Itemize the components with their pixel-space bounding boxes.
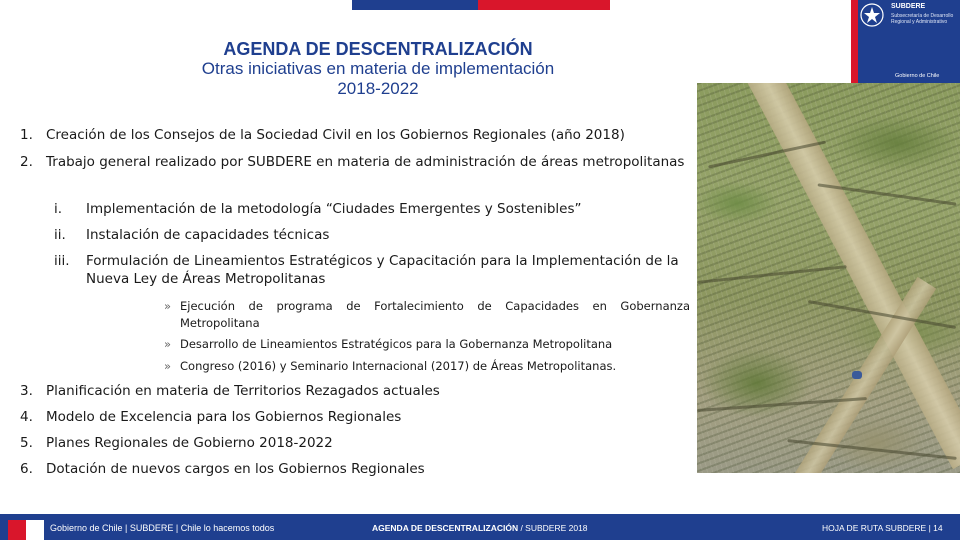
list-item-text: Planificación en materia de Territorios Rezagados actuales: [46, 383, 440, 399]
footer-left-text: Gobierno de Chile | SUBDERE | Chile lo hacemos todos: [50, 523, 275, 533]
bullet-marker: »: [164, 359, 172, 373]
bullet-marker: »: [164, 299, 172, 313]
logo-subtitle: Subsecretaría de Desarrollo Regional y Administrativo: [891, 13, 954, 25]
landscape-photo: [697, 83, 960, 473]
bullet-text: Ejecución de programa de Fortalecimiento de Capacidades en Gobernanza Metropolitana: [180, 299, 690, 330]
logo-name: SUBDERE: [891, 3, 926, 10]
bullet-marker: »: [164, 337, 172, 351]
list-item-text: Modelo de Excelencia para los Gobiernos Regionales: [46, 409, 402, 425]
logo-gobierno: Gobierno de Chile: [895, 73, 940, 79]
slide-title-block: [100, 39, 656, 99]
bullet-text: Congreso (2016) y Seminario Internacional (2017) de Áreas Metropolitanas.: [180, 359, 617, 373]
logo-red-stripe: [851, 0, 858, 83]
list-item-text: Trabajo general realizado por SUBDERE en materia de administración de áreas metropolitanas: [46, 154, 685, 170]
photo-terrace: [697, 265, 846, 284]
footer-separator: |: [926, 523, 934, 533]
list-item-number: 2.: [20, 154, 33, 170]
slide-years: 2018-2022: [337, 79, 419, 98]
footer-mid-rest: / SUBDERE 2018: [518, 523, 588, 533]
top-blue-bar: [352, 0, 478, 10]
list-item-number: 3.: [20, 383, 33, 399]
list-item-text: Planes Regionales de Gobierno 2018-2022: [46, 435, 333, 451]
list-item-text: Dotación de nuevos cargos en los Gobiernos Regionales: [46, 461, 425, 477]
sub-item-number: i.: [54, 201, 63, 217]
list-item-number: 1.: [20, 127, 33, 143]
footer-flag-white: [26, 520, 44, 540]
sub-item-number: ii.: [54, 227, 66, 243]
list-item-number: 6.: [20, 461, 33, 477]
footer-flag-red: [8, 520, 26, 540]
sub-item-text: Implementación de la metodología “Ciudades Emergentes y Sostenibles”: [86, 201, 582, 217]
sub-item-number: iii.: [54, 253, 70, 269]
slide-title: AGENDA DE DESCENTRALIZACIÓN: [223, 39, 533, 59]
chile-shield-icon: [859, 2, 885, 33]
list-item-text: Creación de los Consejos de la Sociedad Civil en los Gobiernos Regionales (año 2018): [46, 127, 625, 143]
subdere-logo: [851, 0, 960, 83]
footer-mid-text: [372, 523, 588, 533]
photo-person: [852, 371, 862, 379]
slide-subtitle: Otras iniciativas en materia de implementación: [201, 59, 555, 78]
sub-item-text: Instalación de capacidades técnicas: [86, 227, 330, 243]
top-red-bar: [478, 0, 610, 10]
bullet-text: Desarrollo de Lineamientos Estratégicos para la Gobernanza Metropolitana: [180, 337, 613, 351]
footer-mid-bold: AGENDA DE DESCENTRALIZACIÓN: [372, 523, 519, 533]
page-number: 14: [933, 523, 943, 533]
footer-page-info: [822, 523, 943, 533]
sub-item-text: Formulación de Lineamientos Estratégicos y Capacitación para la Implementación de la Nueva Ley de Áreas Metropolitanas: [86, 253, 679, 287]
list-item-number: 4.: [20, 409, 33, 425]
list-item-number: 5.: [20, 435, 33, 451]
slide-footer: [0, 514, 960, 540]
footer-right-label: HOJA DE RUTA SUBDERE: [822, 523, 927, 533]
